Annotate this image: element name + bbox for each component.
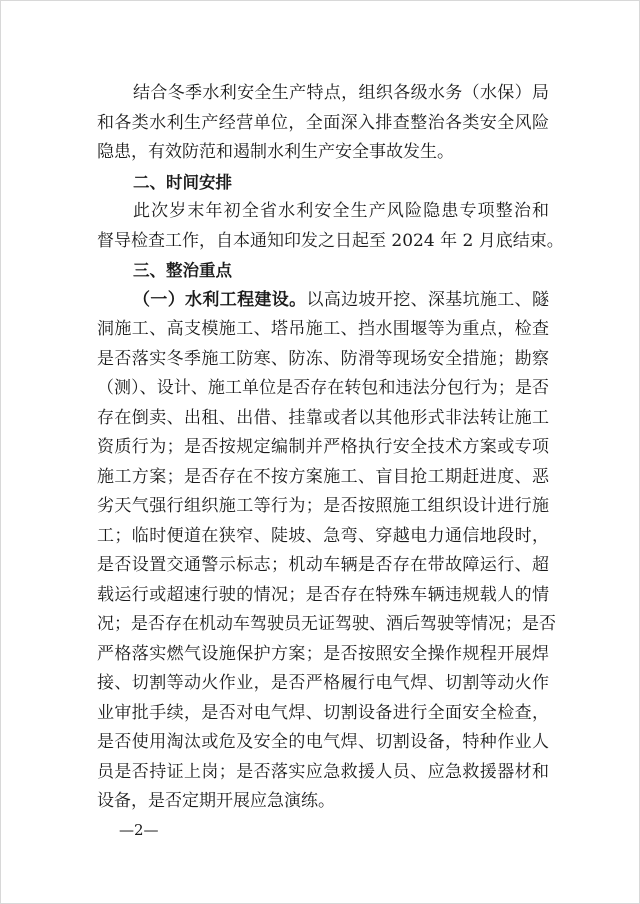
paragraph-line: 员是否持证上岗；是否落实应急救援人员、应急救援器材和 (97, 761, 549, 782)
paragraph-line: 是否使用淘汰或危及安全的电气焊、切割设备，特种作业人 (97, 732, 549, 752)
paragraph-line: 严格落实燃气设施保护方案；是否按照安全操作规程开展焊 (97, 643, 549, 664)
paragraph-line: 存在倒卖、出租、出借、挂靠或者以其他形式非法转让施工 (97, 407, 549, 428)
paragraph-line: 结合冬季水利安全生产特点，组织各级水务（水保）局 (133, 83, 549, 103)
section-heading-schedule: 二、时间安排 (133, 172, 232, 192)
paragraph-line: 劣天气强行组织施工等行为；是否按照施工组织设计进行施 (97, 496, 549, 516)
page-number: —2— (119, 821, 159, 839)
paragraph-line: 洞施工、高支模施工、塔吊施工、挡水围堰等为重点，检查 (97, 319, 549, 339)
paragraph-line: 况；是否存在机动车驾驶员无证驾驶、酒后驾驶等情况；是否 (97, 614, 556, 634)
document-body (97, 79, 564, 817)
paragraph-line: 设备，是否定期开展应急演练。 (97, 791, 335, 811)
paragraph-line: 此次岁末年初全省水利安全生产风险隐患专项整治和 (133, 201, 549, 221)
paragraph-line: 隐患，有效防范和遏制水利生产安全事故发生。 (97, 142, 454, 162)
paragraph-line: 和各类水利生产经营单位，全面深入排查整治各类安全风险 (97, 112, 549, 133)
paragraph-line (97, 286, 549, 316)
section-heading-key-points: 三、整治重点 (133, 261, 232, 280)
paragraph-line: 是否设置交通警示标志；机动车辆是否存在带故障运行、超 (97, 555, 549, 575)
paragraph-line: 业审批手续，是否对电气焊、切割设备进行全面安全检查， (97, 702, 549, 723)
paragraph-line: 资质行为；是否按规定编制并严格执行安全技术方案或专项 (97, 437, 549, 457)
paragraph-line: （测）、设计、施工单位是否存在转包和违法分包行为；是否 (97, 378, 549, 398)
paragraph-line: 接、切割等动火作业，是否严格履行电气焊、切割等动火作 (97, 673, 549, 693)
subsection-heading-water-project: （一）水利工程建设。 (133, 289, 307, 310)
paragraph-line: 督导检查工作，自本通知印发之日起至 2024 年 2 月底结束。 (97, 230, 564, 251)
paragraph-line: 载运行或超速行驶的情况；是否存在特殊车辆违规载人的情 (97, 584, 549, 605)
paragraph-line: 是否落实冬季施工防寒、防冻、防滑等现场安全措施；勘察 (97, 348, 549, 369)
paragraph-line: 工；临时便道在狭窄、陡坡、急弯、穿越电力通信地段时， (97, 525, 549, 546)
paragraph-text: 以高边坡开挖、深基坑施工、隧 (306, 289, 550, 310)
paragraph-line: 施工方案；是否存在不按方案施工、盲目抢工期赶进度、恶 (97, 466, 549, 487)
